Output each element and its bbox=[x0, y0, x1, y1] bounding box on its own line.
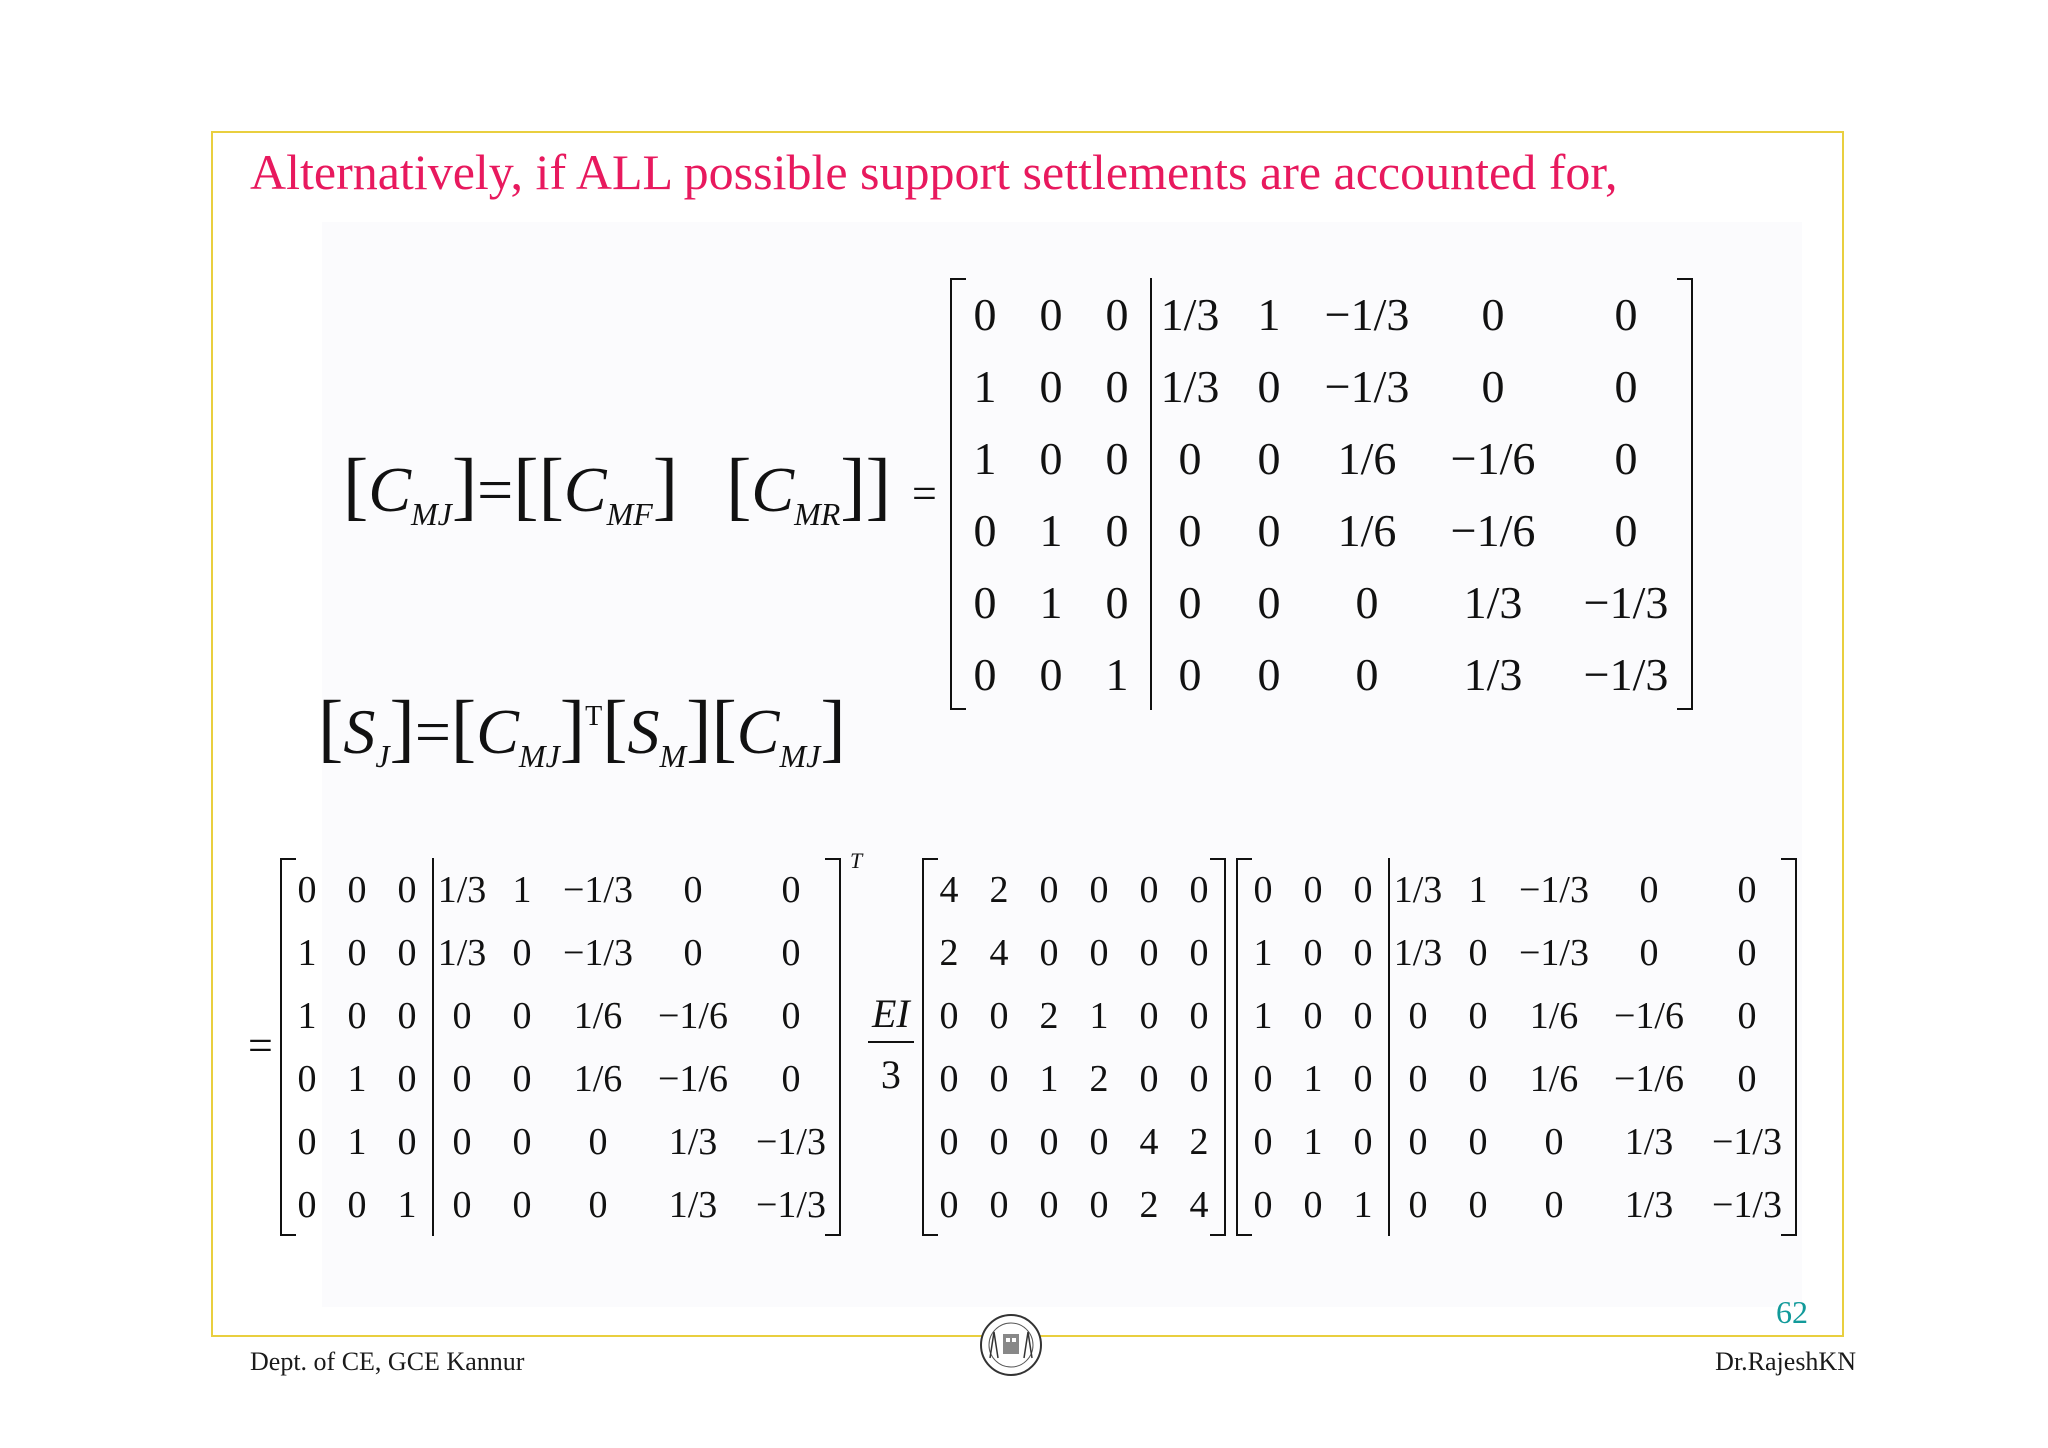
matrix-cell: 0 bbox=[939, 1057, 959, 1100]
matrix-cell: 0 bbox=[1257, 360, 1281, 412]
matrix-cell: 0 bbox=[1151, 638, 1228, 710]
matrix-row bbox=[952, 494, 1690, 566]
matrix-cell: 1 bbox=[397, 1183, 417, 1226]
matrix-cell: 2 bbox=[1189, 1120, 1209, 1163]
matrix-cell: −1/3 bbox=[563, 868, 633, 911]
matrix-cell: 0 bbox=[512, 1183, 532, 1226]
matrix-cell: 0 bbox=[1389, 1110, 1446, 1173]
matrix-cell: 1 bbox=[1253, 994, 1273, 1037]
matrix-cell: −1/3 bbox=[1519, 868, 1589, 911]
matrix-cell: 0 bbox=[1039, 648, 1063, 700]
cmj-transpose-matrix bbox=[280, 858, 841, 1236]
matrix-cell: 0 bbox=[1189, 868, 1209, 911]
product-equals-sign: = bbox=[248, 1021, 273, 1070]
matrix-cell: 1/6 bbox=[573, 1057, 623, 1100]
matrix-cell: 0 bbox=[1303, 931, 1323, 974]
matrix-cell: 1/6 bbox=[1529, 994, 1579, 1037]
matrix-cell: 0 bbox=[989, 1183, 1009, 1226]
matrix-cell: 0 bbox=[1089, 868, 1109, 911]
matrix-row bbox=[924, 858, 1224, 921]
matrix-cell: −1/3 bbox=[1324, 360, 1410, 412]
matrix-cell: 0 bbox=[973, 648, 997, 700]
matrix-cell: 0 bbox=[781, 1057, 801, 1100]
matrix-cell: −1/6 bbox=[1614, 994, 1684, 1037]
matrix-row bbox=[282, 858, 838, 921]
matrix-cell: 0 bbox=[1257, 432, 1281, 484]
matrix-cell: 0 bbox=[1614, 360, 1638, 412]
matrix-cell: 4 bbox=[1189, 1183, 1209, 1226]
matrix-cell: 0 bbox=[1355, 576, 1379, 628]
matrix-cell: 2 bbox=[989, 868, 1009, 911]
matrix-cell: 0 bbox=[781, 931, 801, 974]
matrix-row bbox=[924, 984, 1224, 1047]
matrix-cell: −1/3 bbox=[1324, 288, 1410, 340]
matrix-cell: 0 bbox=[1481, 288, 1505, 340]
matrix-cell: 1 bbox=[1089, 994, 1109, 1037]
matrix-cell: −1/3 bbox=[756, 1183, 826, 1226]
matrix-cell: 0 bbox=[433, 984, 490, 1047]
matrix-cell: 0 bbox=[1139, 1057, 1159, 1100]
matrix-cell: 0 bbox=[1389, 984, 1446, 1047]
matrix-cell: 0 bbox=[1189, 1057, 1209, 1100]
matrix-cell: 0 bbox=[1353, 868, 1373, 911]
matrix-cell: 1 bbox=[512, 868, 532, 911]
matrix-cell: 0 bbox=[1253, 868, 1273, 911]
cmj-right-matrix bbox=[1236, 858, 1797, 1236]
matrix-cell: 1 bbox=[1353, 1183, 1373, 1226]
matrix-cell: 4 bbox=[989, 931, 1009, 974]
matrix-cell: 0 bbox=[1257, 576, 1281, 628]
matrix-cell: 0 bbox=[781, 868, 801, 911]
matrix-cell: −1/6 bbox=[1450, 504, 1536, 556]
matrix-cell: 0 bbox=[1353, 994, 1373, 1037]
matrix-cell: −1/3 bbox=[563, 931, 633, 974]
matrix-cell: 1/6 bbox=[1337, 504, 1397, 556]
matrix-cell: 0 bbox=[1481, 360, 1505, 412]
matrix-cell: 0 bbox=[1353, 1120, 1373, 1163]
matrix-cell: 0 bbox=[939, 994, 959, 1037]
matrix-cell: 0 bbox=[1039, 1183, 1059, 1226]
matrix-cell: 1/6 bbox=[573, 994, 623, 1037]
matrix-cell: 0 bbox=[1105, 360, 1129, 412]
matrix-cell: 0 bbox=[1105, 288, 1129, 340]
matrix-cell: 1/3 bbox=[1624, 1183, 1674, 1226]
matrix-cell: 1 bbox=[1039, 576, 1063, 628]
matrix-cell: 1 bbox=[1468, 868, 1488, 911]
matrix-cell: 1 bbox=[1303, 1120, 1323, 1163]
matrix-cell: 1 bbox=[347, 1120, 367, 1163]
matrix-cell: 0 bbox=[1189, 931, 1209, 974]
matrix-row bbox=[924, 1173, 1224, 1236]
matrix-cell: 0 bbox=[512, 1057, 532, 1100]
matrix-cell: 0 bbox=[1468, 1057, 1488, 1100]
matrix-cell: 1/6 bbox=[1337, 432, 1397, 484]
matrix-cell: 0 bbox=[1105, 432, 1129, 484]
matrix-cell: 0 bbox=[512, 1120, 532, 1163]
matrix-cell: −1/6 bbox=[658, 1057, 728, 1100]
matrix-cell: 0 bbox=[1039, 931, 1059, 974]
matrix-cell: 1 bbox=[973, 432, 997, 484]
matrix-cell: 0 bbox=[1089, 931, 1109, 974]
matrix-cell: 1 bbox=[347, 1057, 367, 1100]
equals-sign: = bbox=[912, 469, 937, 518]
matrix-cell: 0 bbox=[1039, 360, 1063, 412]
matrix-row bbox=[952, 422, 1690, 494]
matrix-row bbox=[924, 1047, 1224, 1110]
footer-author: Dr.RajeshKN bbox=[1715, 1347, 1856, 1376]
matrix-cell: 0 bbox=[1468, 931, 1488, 974]
matrix-cell: 0 bbox=[1303, 868, 1323, 911]
matrix-row bbox=[952, 278, 1690, 350]
matrix-cell: 0 bbox=[989, 1057, 1009, 1100]
slide-title: Alternatively, if ALL possible support settlements are accounted for, bbox=[250, 144, 1618, 200]
matrix-cell: 0 bbox=[989, 994, 1009, 1037]
matrix-cell: 4 bbox=[1139, 1120, 1159, 1163]
matrix-cell: 0 bbox=[1139, 868, 1159, 911]
matrix-row bbox=[1238, 858, 1794, 921]
ei-over-3-coefficient: $\frac{EI}{3}$ bbox=[868, 990, 914, 1098]
matrix-cell: 4 bbox=[939, 868, 959, 911]
matrix-cell: 0 bbox=[1105, 576, 1129, 628]
matrix-cell: 0 bbox=[1253, 1057, 1273, 1100]
matrix-cell: 0 bbox=[1303, 994, 1323, 1037]
matrix-cell: 0 bbox=[1737, 994, 1757, 1037]
matrix-cell: 1/3 bbox=[1389, 858, 1446, 921]
footer-department: Dept. of CE, GCE Kannur bbox=[250, 1347, 525, 1376]
page-number: 62 bbox=[1776, 1294, 1808, 1330]
matrix-cell: −1/6 bbox=[1614, 1057, 1684, 1100]
matrix-cell: 0 bbox=[433, 1047, 490, 1110]
matrix-cell: 1/3 bbox=[1463, 648, 1523, 700]
matrix-cell: 0 bbox=[1639, 868, 1659, 911]
matrix-cell: 0 bbox=[297, 1183, 317, 1226]
matrix-row bbox=[952, 350, 1690, 422]
matrix-cell: 0 bbox=[1614, 504, 1638, 556]
matrix-cell: 0 bbox=[1389, 1047, 1446, 1110]
sm-matrix bbox=[922, 858, 1226, 1236]
matrix-cell: 0 bbox=[939, 1183, 959, 1226]
matrix-cell: −1/6 bbox=[1450, 432, 1536, 484]
matrix-cell: 0 bbox=[1303, 1183, 1323, 1226]
matrix-cell: 1 bbox=[1253, 931, 1273, 974]
matrix-cell: 0 bbox=[1139, 931, 1159, 974]
matrix-cell: 2 bbox=[1089, 1057, 1109, 1100]
matrix-cell: 1 bbox=[297, 994, 317, 1037]
matrix-cell: 0 bbox=[347, 931, 367, 974]
matrix-cell: 0 bbox=[347, 1183, 367, 1226]
matrix-row bbox=[282, 921, 838, 984]
matrix-cell: 1/3 bbox=[668, 1120, 718, 1163]
matrix-cell: 1/3 bbox=[433, 858, 490, 921]
matrix-row bbox=[1238, 984, 1794, 1047]
matrix-cell: −1/3 bbox=[1519, 931, 1589, 974]
matrix-cell: 0 bbox=[1355, 648, 1379, 700]
matrix-cell: 1 bbox=[1105, 648, 1129, 700]
matrix-row bbox=[924, 921, 1224, 984]
matrix-cell: 0 bbox=[512, 994, 532, 1037]
matrix-cell: 0 bbox=[1105, 504, 1129, 556]
matrix-cell: 0 bbox=[1253, 1183, 1273, 1226]
matrix-cell: 0 bbox=[1257, 504, 1281, 556]
college-logo-icon bbox=[978, 1312, 1044, 1378]
matrix-row bbox=[952, 638, 1690, 710]
matrix-cell: 0 bbox=[1139, 994, 1159, 1037]
matrix-cell: 0 bbox=[973, 576, 997, 628]
matrix-cell: 0 bbox=[1389, 1173, 1446, 1236]
matrix-cell: 1 bbox=[973, 360, 997, 412]
matrix-row bbox=[282, 1110, 838, 1173]
matrix-cell: 0 bbox=[588, 1120, 608, 1163]
matrix-cell: 1/6 bbox=[1529, 1057, 1579, 1100]
matrix-cell: −1/6 bbox=[658, 994, 728, 1037]
matrix-cell: 0 bbox=[1039, 1120, 1059, 1163]
matrix-cell: 0 bbox=[433, 1110, 490, 1173]
matrix-cell: 0 bbox=[1544, 1120, 1564, 1163]
matrix-cell: 1 bbox=[1039, 504, 1063, 556]
matrix-cell: 0 bbox=[973, 504, 997, 556]
matrix-cell: 1/3 bbox=[433, 921, 490, 984]
matrix-cell: −1/3 bbox=[1583, 648, 1669, 700]
matrix-cell: 0 bbox=[1189, 994, 1209, 1037]
matrix-cell: −1/3 bbox=[1712, 1120, 1782, 1163]
matrix-cell: 2 bbox=[939, 931, 959, 974]
matrix-cell: 0 bbox=[683, 931, 703, 974]
matrix-cell: 0 bbox=[1614, 288, 1638, 340]
matrix-cell: 1/3 bbox=[668, 1183, 718, 1226]
matrix-cell: 0 bbox=[297, 868, 317, 911]
matrix-cell: 0 bbox=[1151, 422, 1228, 494]
matrix-cell: 1 bbox=[1039, 1057, 1059, 1100]
matrix-cell: 0 bbox=[1353, 931, 1373, 974]
matrix-cell: 0 bbox=[397, 1057, 417, 1100]
matrix-cell: 1/3 bbox=[1389, 921, 1446, 984]
matrix-cell: 0 bbox=[1039, 868, 1059, 911]
matrix-row bbox=[282, 1173, 838, 1236]
matrix-cell: 1 bbox=[1257, 288, 1281, 340]
matrix-cell: 0 bbox=[1151, 494, 1228, 566]
matrix-cell: 0 bbox=[1614, 432, 1638, 484]
matrix-cell: 1/3 bbox=[1151, 350, 1228, 422]
matrix-cell: 0 bbox=[1353, 1057, 1373, 1100]
cmj-matrix bbox=[950, 278, 1693, 710]
matrix-cell: 0 bbox=[1639, 931, 1659, 974]
matrix-cell: 0 bbox=[588, 1183, 608, 1226]
matrix-row bbox=[282, 1047, 838, 1110]
matrix-cell: 0 bbox=[989, 1120, 1009, 1163]
matrix-cell: −1/3 bbox=[756, 1120, 826, 1163]
matrix-row bbox=[952, 566, 1690, 638]
matrix-cell: 0 bbox=[397, 931, 417, 974]
equation-cmj-partition: $[C_{MJ}]=[[C_{MF}]$ $[C_{MR}]$] bbox=[343, 444, 891, 532]
matrix-cell: 2 bbox=[1039, 994, 1059, 1037]
matrix-cell: 0 bbox=[1468, 1183, 1488, 1226]
matrix-cell: 0 bbox=[1544, 1183, 1564, 1226]
matrix-row bbox=[1238, 1110, 1794, 1173]
matrix-cell: 0 bbox=[512, 931, 532, 974]
matrix-cell: 0 bbox=[781, 994, 801, 1037]
matrix-row bbox=[1238, 1173, 1794, 1236]
matrix-row bbox=[282, 984, 838, 1047]
matrix-cell: 0 bbox=[1089, 1183, 1109, 1226]
matrix-cell: 0 bbox=[1039, 432, 1063, 484]
matrix-cell: −1/3 bbox=[1583, 576, 1669, 628]
matrix-row bbox=[1238, 1047, 1794, 1110]
matrix-cell: 0 bbox=[397, 868, 417, 911]
matrix-row bbox=[924, 1110, 1224, 1173]
matrix-cell: 0 bbox=[1151, 566, 1228, 638]
matrix-cell: 1 bbox=[297, 931, 317, 974]
matrix-cell: 1/3 bbox=[1463, 576, 1523, 628]
matrix-cell: 2 bbox=[1139, 1183, 1159, 1226]
matrix-cell: 0 bbox=[347, 994, 367, 1037]
matrix-cell: 0 bbox=[1737, 1057, 1757, 1100]
matrix-cell: 0 bbox=[1039, 288, 1063, 340]
matrix-cell: 0 bbox=[1257, 648, 1281, 700]
matrix-cell: −1/3 bbox=[1712, 1183, 1782, 1226]
matrix-cell: 0 bbox=[1737, 868, 1757, 911]
matrix-cell: 0 bbox=[347, 868, 367, 911]
matrix-cell: 0 bbox=[1253, 1120, 1273, 1163]
matrix-cell: 0 bbox=[1468, 1120, 1488, 1163]
matrix-cell: 0 bbox=[397, 1120, 417, 1163]
matrix-cell: 0 bbox=[297, 1057, 317, 1100]
transpose-superscript: T bbox=[850, 848, 863, 873]
matrix-row bbox=[1238, 921, 1794, 984]
matrix-cell: 1/3 bbox=[1151, 278, 1228, 350]
matrix-cell: 0 bbox=[939, 1120, 959, 1163]
matrix-cell: 0 bbox=[297, 1120, 317, 1163]
matrix-cell: 1 bbox=[1303, 1057, 1323, 1100]
matrix-cell: 0 bbox=[1089, 1120, 1109, 1163]
equation-stiffness: $[S_J]=[C_{MJ}]^T[S_M][C_{MJ}]$ bbox=[318, 686, 846, 774]
matrix-cell: 0 bbox=[397, 994, 417, 1037]
matrix-cell: 1/3 bbox=[1624, 1120, 1674, 1163]
matrix-cell: 0 bbox=[433, 1173, 490, 1236]
matrix-cell: 0 bbox=[1737, 931, 1757, 974]
matrix-cell: 0 bbox=[1468, 994, 1488, 1037]
matrix-cell: 0 bbox=[973, 288, 997, 340]
matrix-cell: 0 bbox=[683, 868, 703, 911]
